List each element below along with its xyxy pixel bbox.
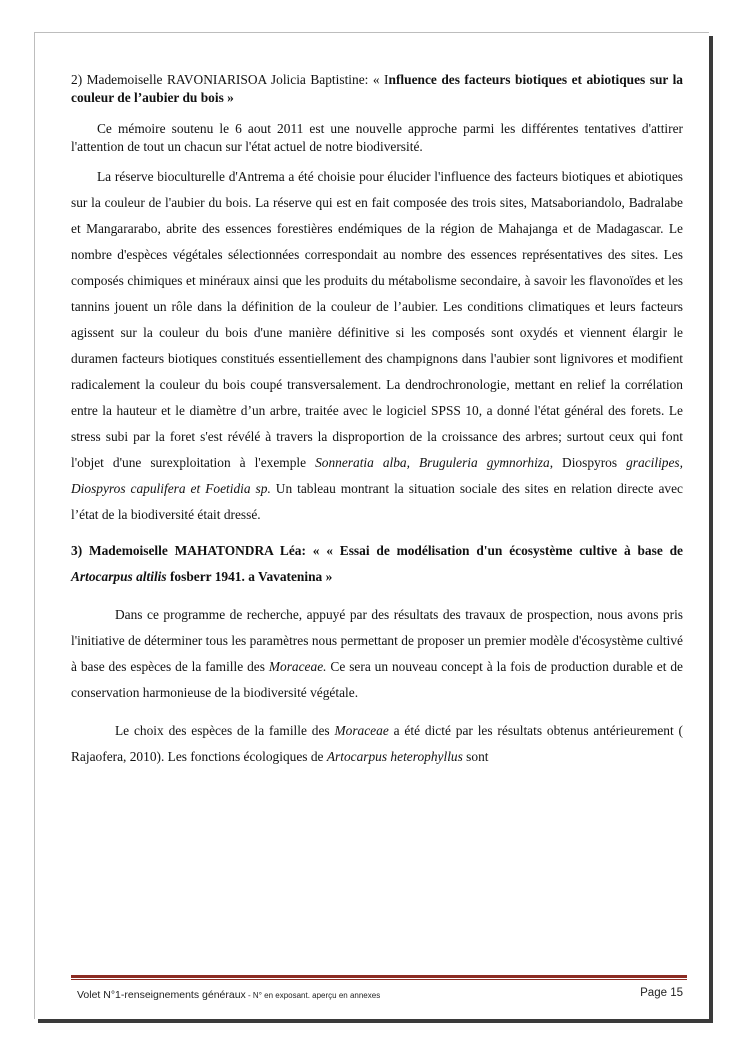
section-2-paragraph-2-end: Un tableau montrant la situation sociale des sites en relation directe avec l’état de la biodiversité était dressé. [71,481,683,522]
footer-left [77,989,380,1001]
section-3-heading [71,538,683,590]
page-footer [77,985,683,1003]
section-3-paragraph-1-end: Ce sera un nouveau concept à la fois de production durable et de conservation harmonieuse de la biodiversité végétale. [71,659,683,700]
section-3-heading-text: 3) Mademoiselle MAHATONDRA Léa: « « Essai de modélisation d'un écosystème cultive à base de [71,543,683,558]
section-2-heading-plain: 2) Mademoiselle RAVONIARISOA Jolicia Baptistine: « I [71,72,389,87]
section-3-paragraph-2-end: sont [462,749,489,764]
family-name-moraceae-2: Moraceae [334,723,389,738]
species-names-1: Sonneratia alba, Bruguleria gymnorhiza [315,455,550,470]
footer-divider-thin [71,979,687,980]
section-2-paragraph-1: Ce mémoire soutenu le 6 aout 2011 est une nouvelle approche parmi les différentes tentatives d'attirer l'attention de tout un chacun sur l'état actuel de notre biodiversité. [71,121,683,154]
section-3-paragraph-1 [71,602,683,706]
page-number: Page 15 [640,987,683,999]
species-names-2: gracilipes, Diospyros capulifera et Foetidia sp. [71,455,683,496]
footer-note: - N° en exposant. aperçu en annexes [245,991,381,1000]
section-2-heading [71,71,683,107]
family-name-moraceae: Moraceae. [268,659,327,674]
section-2-heading-title: nfluence des facteurs biotiques et abiotiques sur la couleur de l’aubier du bois » [71,72,683,105]
document-page [34,32,709,1019]
section-2-paragraph-2-text: La réserve bioculturelle d'Antrema a été choisie pour élucider l'influence des facteurs biotiques et abiotiques sur la couleur de l'aubier du bois. La réserve qui est en fait composée des trois sites, Matsaboriandolo, Badralabe et Mangararabo, abrite des essences forestières endémiques de la région de Mahajanga et de Madagascar. Le nombre d'espèces végétales sélectionnées correspondait au nombre des essences représentatives des sites. Les composés chimiques et minéraux ainsi que les produits du métabolisme secondaire, à savoir les flavonoïdes et les tannins jouent un rôle dans la définition de la couleur de l’aubier. Les conditions climatiques et leurs facteurs agissent sur la couleur du bois d'une manière définitive si les composés sont oxydés et viennent élargir le duramen facteurs biotiques constitués essentiellement des champignons dans l'aubier sont lignivores et modifient radicalement la couleur du bois coupé transversalement. La dendrochronologie, mettant en relief la corrélation entre la hauteur et le diamètre d’un arbre, traitée avec le logiciel SPSS 10, a donné l'état général des forets. Le stress subi par la foret s'est révélé à travers la disproportion de la croissance des arbres; surtout ceux qui font l'objet d'une surexploitation à l'exemple [71,169,683,470]
species-artocarpus-heterophyllus: Artocarpus heterophyllus [326,749,463,764]
section-2-paragraph-2-mid: , Diospyros [549,455,627,470]
section-3-paragraph-2-mid: a été dicté par les résultats obtenus antérieurement ( Rajaofera, 2010). Les fonctions écologiques de [71,723,683,764]
section-3-paragraph-2-text: Le choix des espèces de la famille des [115,723,335,738]
section-3-paragraph-2 [71,718,683,770]
page-content [71,71,683,770]
section-3-paragraph-1-text: Dans ce programme de recherche, appuyé par des résultats des travaux de prospection, nous avons pris l'initiative de déterminer tous les paramètres nous permettant de proposer un premier modèle d'écosystème cultivé à base des espèces de la famille des [71,607,683,674]
section-2-paragraph-2 [71,164,683,528]
footer-divider [71,975,687,978]
footer-section-title: Volet N°1-renseignements généraux [77,989,246,1001]
section-3-heading-end: fosberr 1941. a Vavatenina » [166,569,333,584]
section-3-heading-species: Artocarpus altilis [71,569,167,584]
